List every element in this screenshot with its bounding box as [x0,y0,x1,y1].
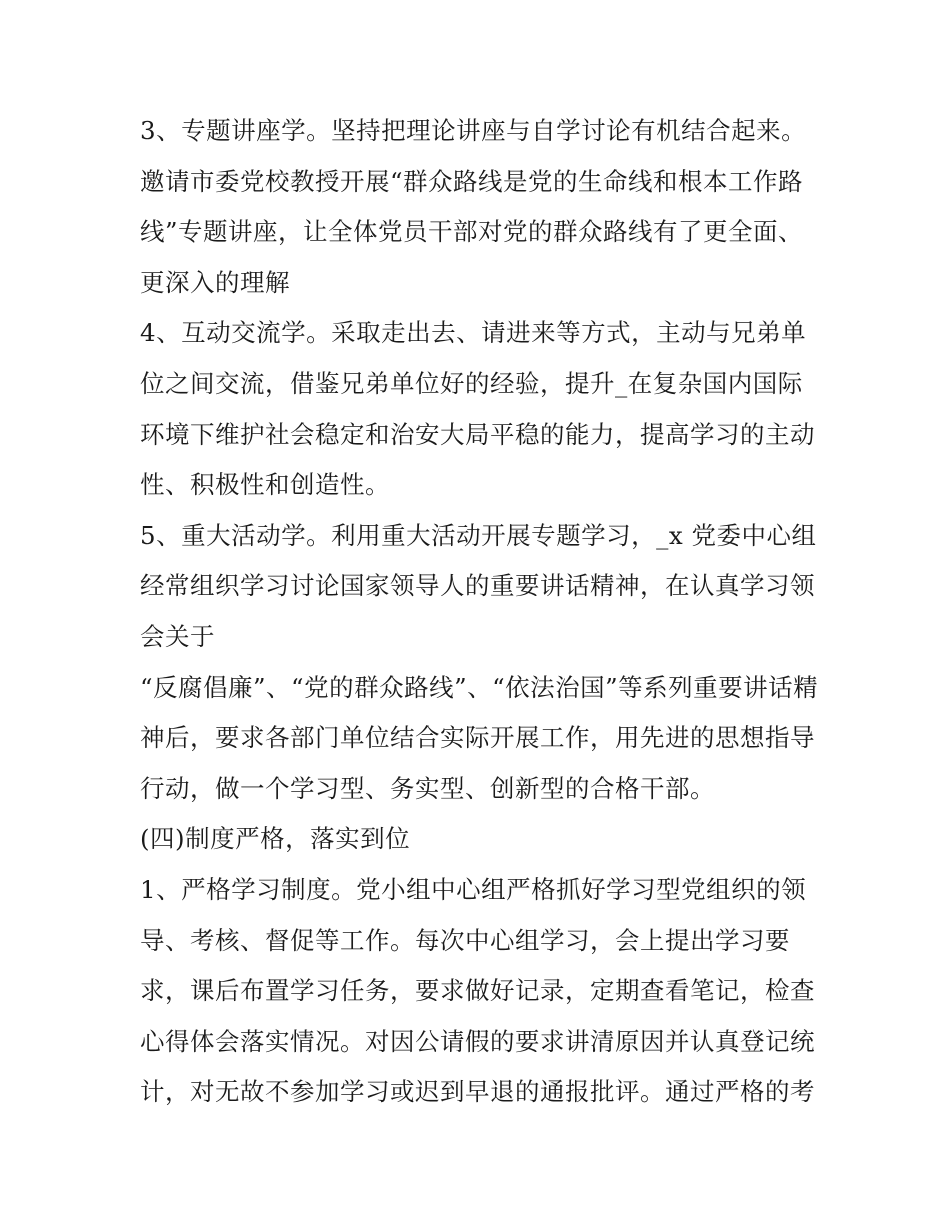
text-line: 计，对无故不参加学习或迟到早退的通报批评。通过严格的考 [140,1077,815,1107]
text-line: 5、重大活动学。利用重大活动开展专题学习，_x 党委中心组 [140,520,817,550]
text-line: 4、互动交流学。采取走出去、请进来等方式，主动与兄弟单 [140,318,807,348]
text-line: 导、考核、督促等工作。每次中心组学习，会上提出学习要 [140,925,790,955]
text-line: 邀请市委党校教授开展“群众路线是党的生命线和根本工作路 [140,166,804,196]
document-body [140,106,820,1118]
text-line: 会关于 [140,621,215,651]
text-line: 性、积极性和创造性。 [140,470,390,500]
text-line: 3、专题讲座学。坚持把理论讲座与自学讨论有机结合起来。 [140,116,807,145]
text-line: 环境下维护社会稳定和治安大局平稳的能力，提高学习的主动 [140,419,815,449]
text-line: 1、严格学习制度。党小组中心组严格抓好学习型党组织的领 [140,874,807,904]
text-line: 更深入的理解 [140,267,290,297]
text-line: 线”专题讲座，让全体党员干部对党的群众路线有了更全面、 [140,217,804,247]
text-line: 行动，做一个学习型、务实型、创新型的合格干部。 [140,773,715,803]
text-line: “反腐倡廉”、“党的群众路线”、“依法治国”等系列重要讲话精 [140,672,819,702]
section-heading: (四)制度严格，落实到位 [140,824,411,854]
text-line: 经常组织学习讨论国家领导人的重要讲话精神，在认真学习领 [140,571,815,601]
text-line: 神后，要求各部门单位结合实际开展工作，用先进的思想指导 [140,723,815,753]
text-line: 求，课后布置学习任务，要求做好记录，定期查看笔记，检查 [140,976,815,1006]
text-line: 心得体会落实情况。对因公请假的要求讲清原因并认真登记统 [140,1026,815,1056]
text-line: 位之间交流，借鉴兄弟单位好的经验，提升_在复杂国内国际 [140,368,803,398]
